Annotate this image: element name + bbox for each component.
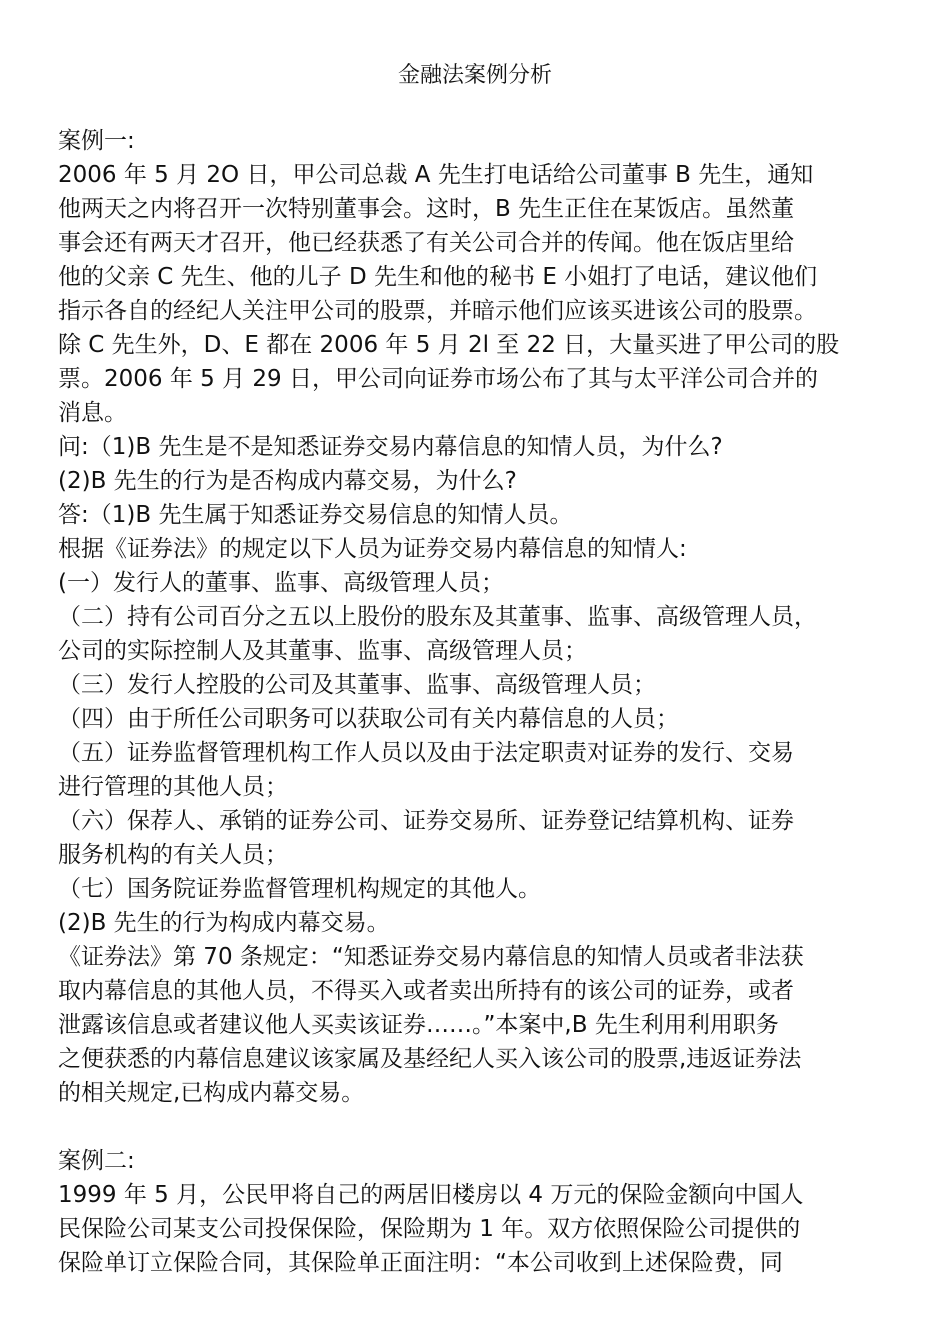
text-line: (2)B 先生的行为构成内幕交易。 [58,910,390,936]
text-line: 他两天之内将召开一次特别董事会。这时，B 先生正住在某饭店。虽然董 [58,196,795,222]
text-line: (2)B 先生的行为是否构成内幕交易，为什么? [58,468,517,494]
document-title: 金融法案例分析 [397,63,552,88]
text-line: （六）保荐人、承销的证券公司、证券交易所、证券登记结算机构、证券 [58,808,794,834]
text-line: 1999 年 5 月，公民甲将自己的两居旧楼房以 4 万元的保险金额向中国人 [58,1182,804,1208]
text-line: 2006 年 5 月 2O 日，甲公司总裁 A 先生打电话给公司董事 B 先生，通知 [58,162,814,188]
text-line: 根据《证券法》的规定以下人员为证券交易内幕信息的知情人: [58,536,687,562]
text-line: （四）由于所任公司职务可以获取公司有关内幕信息的人员； [58,706,679,732]
text-line: 的相关规定,已构成内幕交易。 [58,1080,365,1106]
text-line: （七）国务院证券监督管理机构规定的其他人。 [58,876,541,902]
text-line: 进行管理的其他人员； [58,774,288,800]
text-line: 案例一: [58,128,135,154]
text-line: 服务机构的有关人员； [58,842,288,868]
text-line: 票。2006 年 5 月 29 日，甲公司向证券市场公布了其与太平洋公司合并的 [58,366,818,392]
text-line: 除 C 先生外，D、E 都在 2006 年 5 月 2l 至 22 日，大量买进了甲公司的股 [58,332,840,358]
text-line: 消息。 [58,400,127,426]
text-line: 公司的实际控制人及其董事、监事、高级管理人员； [58,638,587,664]
text-line: 答:（1)B 先生属于知悉证券交易信息的知情人员。 [58,502,573,528]
text-line: 问:（1)B 先生是不是知悉证券交易内幕信息的知情人员，为什么? [58,434,723,460]
text-line: 事会还有两天才召开，他已经获悉了有关公司合并的传闻。他在饭店里给 [58,230,794,256]
text-line: 民保险公司某支公司投保保险，保险期为 1 年。双方依照保险公司提供的 [58,1216,801,1242]
blank-line [58,1110,903,1144]
text-line: （二）持有公司百分之五以上股份的股东及其董事、监事、高级管理人员， [58,604,817,630]
text-line: 保险单订立保险合同，其保险单正面注明：“本公司收到上述保险费，同 [58,1250,783,1276]
text-line: 泄露该信息或者建议他人买卖该证券……。”本案中,B 先生利用利用职务 [58,1012,779,1038]
text-line: (一）发行人的董事、监事、高级管理人员； [58,570,504,596]
text-line: 案例二: [58,1148,135,1174]
text-line: 他的父亲 C 先生、他的儿子 D 先生和他的秘书 E 小姐打了电话，建议他们 [58,264,818,290]
document-body [58,124,903,1280]
text-line: 《证券法》第 70 条规定：“知悉证券交易内幕信息的知情人员或者非法获 [58,944,804,970]
text-line: （五）证券监督管理机构工作人员以及由于法定职责对证券的发行、交易 [58,740,794,766]
text-line: 指示各自的经纪人关注甲公司的股票，并暗示他们应该买进该公司的股票。 [58,298,817,324]
text-line: （三）发行人控股的公司及其董事、监事、高级管理人员； [58,672,656,698]
text-line: 之便获悉的内幕信息建议该家属及基经纪人买入该公司的股票,违返证券法 [58,1046,802,1072]
text-line: 取内幕信息的其他人员，不得买入或者卖出所持有的该公司的证券，或者 [58,978,794,1004]
